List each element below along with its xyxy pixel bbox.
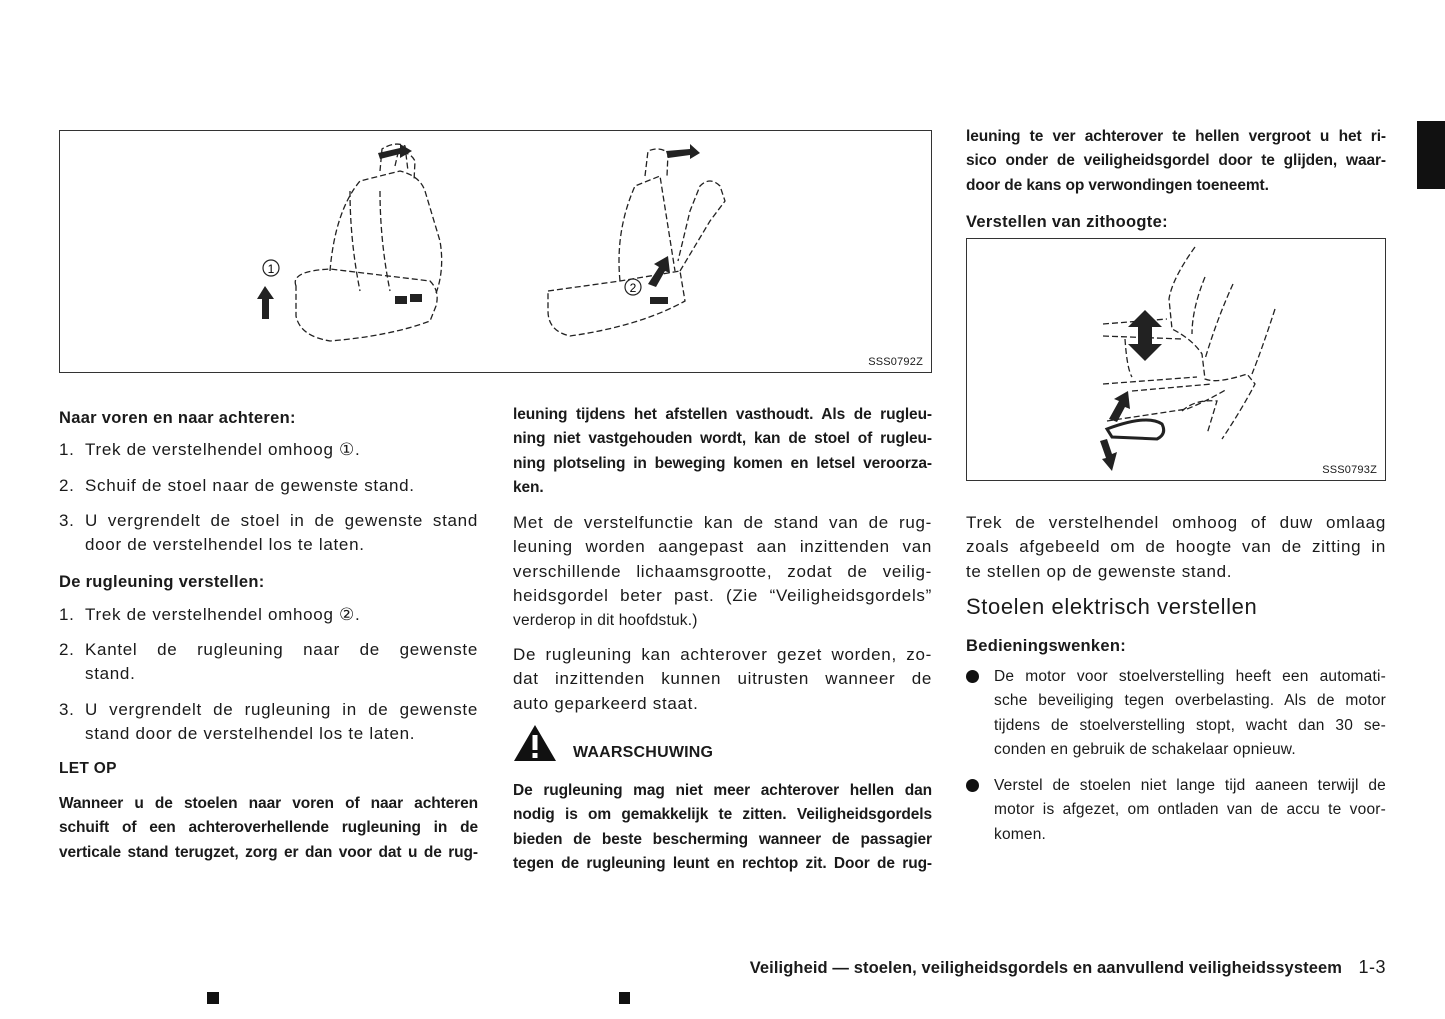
svg-text:1: 1: [267, 262, 275, 276]
text-line: leuning tijdens het afstellen vasthoudt. Als de rugleu-: [513, 406, 932, 423]
bullet-text: [994, 774, 1386, 847]
text-line: De motor voor stoelverstelling heeft een automati-: [994, 668, 1386, 685]
bullet-icon: [966, 779, 979, 792]
seat-height-paragraph: [966, 511, 1386, 584]
chapter-tab: [1417, 121, 1445, 189]
bullet-text: [994, 665, 1386, 763]
heading-seat-height: Verstellen van zithoogte:: [966, 213, 1168, 231]
crop-mark: [619, 992, 630, 1004]
text-line: stand.: [85, 664, 136, 684]
text-line: U vergrendelt de stoel in de gewenste stand: [85, 511, 478, 530]
text-line: motor is afgezet, om ontladen van de accu te voor-: [994, 801, 1386, 819]
text-line: Verstel de stoelen niet lange tijd aaneen terwijl de: [994, 777, 1386, 794]
text-line: heidsgordel beter past. (Zie “Veiligheidsgordels”: [513, 586, 932, 606]
text-line: Trek de verstelhendel omhoog ②.: [85, 605, 361, 624]
text-line: Schuif de stoel naar de gewenste stand.: [85, 476, 415, 495]
list-text: [85, 474, 478, 498]
text-line: Wanneer u de stoelen naar voren of naar achteren: [59, 795, 478, 812]
heading-forward-backward: Naar voren en naar achteren:: [59, 409, 296, 427]
text-line: Trek de verstelhendel omhoog of duw omlaag: [966, 513, 1386, 532]
section-title: Stoelen elektrisch verstellen: [966, 594, 1258, 619]
warning-header: [513, 724, 932, 764]
text-line: Kantel de rugleuning naar de gewenste: [85, 640, 478, 659]
list-text: [85, 603, 478, 627]
text-line: dat inzittenden kunnen uitrusten wanneer de: [513, 669, 932, 689]
text-line: nodig is om gemakkelijk te zitten. Veiligheidsgordels: [513, 806, 932, 824]
figure-code: SSS0793Z: [1322, 464, 1377, 476]
list-text: [85, 638, 478, 687]
footer: [600, 957, 1386, 978]
text-line: Trek de verstelhendel omhoog ①.: [85, 440, 361, 459]
text-line: ning plotseling in beweging komen en letsel veroorza-: [513, 454, 932, 472]
figure-seat-height: [966, 238, 1386, 481]
text-line: sche beveiliging tegen overbelasting. Als de motor: [994, 692, 1386, 710]
note-label: LET OP: [59, 760, 117, 777]
heading-operating-tips: Bedieningswenken:: [966, 637, 1127, 655]
text-line: U vergrendelt de rugleuning in de gewenste: [85, 700, 478, 719]
list-text: [85, 698, 478, 747]
text-line: stand door de verstelhendel los te laten.: [85, 724, 416, 744]
text-line: De rugleuning kan achterover gezet worden, zo-: [513, 645, 932, 664]
text-line: ning niet vastgehouden wordt, kan de stoel of rugleu-: [513, 430, 932, 448]
crop-mark: [207, 992, 219, 1004]
text-line: ken.: [513, 479, 544, 497]
text-line: zoals afgebeeld om de hoogte van de zitting in: [966, 537, 1386, 557]
text-line: Met de verstelfunctie kan de stand van de rug-: [513, 513, 932, 532]
text-line: door de kans op verwondingen toeneemt.: [966, 176, 1269, 194]
text-line: verderop in dit hoofdstuk.): [513, 611, 698, 629]
text-line: verticale stand terugzet, zorg er dan voor dat u de rug-: [59, 843, 478, 861]
footer-section-title: Veiligheid — stoelen, veiligheidsgordels en aanvullend veiligheidssysteem: [749, 959, 1343, 977]
svg-text:2: 2: [629, 281, 637, 295]
text-line: auto geparkeerd staat.: [513, 693, 699, 713]
text-line: tijdens de stoelverstelling stopt, wacht dan 30 se-: [994, 716, 1386, 734]
text-line: sico onder de veiligheidsgordel door te glijden, waar-: [966, 152, 1386, 170]
bullet-icon: [966, 670, 979, 683]
callout-2-icon: [625, 279, 641, 295]
text-line: tegen de rugleuning leunt en rechtop zit. Door de rug-: [513, 855, 932, 873]
text-line: bieden de beste bescherming wanneer de passagier: [513, 830, 932, 848]
warning-label: WAARSCHUWING: [573, 744, 714, 761]
note-paragraph-continued: [513, 403, 932, 501]
text-line: te stellen op de gewenste stand.: [966, 561, 1233, 581]
text-line: schuift of een achteroverhellende rugleuning in de: [59, 819, 478, 837]
callout-1-icon: [263, 260, 279, 276]
list-number: 3.: [59, 700, 75, 719]
list-number: 2.: [59, 476, 75, 495]
seat-illustration: [60, 131, 931, 372]
text-line: leuning worden aangepast aan inzittenden van: [513, 537, 932, 557]
heading-backrest: De rugleuning verstellen:: [59, 573, 265, 591]
text-line: De rugleuning mag niet meer achterover hellen dan: [513, 782, 932, 799]
text-line: conden en gebruik de schakelaar opnieuw.: [994, 741, 1296, 759]
list-text: [85, 509, 478, 558]
seat-height-illustration: [967, 239, 1385, 480]
figure-code: SSS0792Z: [868, 356, 923, 368]
note-paragraph: [59, 792, 478, 865]
warning-paragraph: [513, 779, 932, 877]
page-number: 1-3: [1358, 957, 1386, 977]
text-line: komen.: [994, 825, 1047, 843]
list-text: [85, 438, 478, 462]
list-number: 2.: [59, 640, 75, 659]
list-number: 3.: [59, 511, 75, 530]
text-line: verschillende lichaamsgrootte, zodat de veilig-: [513, 561, 932, 581]
list-number: 1.: [59, 605, 75, 624]
warning-triangle-icon: [513, 724, 557, 762]
warning-paragraph-continued: [966, 125, 1386, 198]
list-number: 1.: [59, 440, 75, 459]
text-line: door de verstelhendel los te laten.: [85, 535, 365, 555]
recline-paragraph: [513, 643, 932, 716]
text-line: leuning te ver achterover te hellen vergroot u het ri-: [966, 128, 1386, 145]
backrest-paragraph: [513, 511, 932, 633]
figure-seat-adjustment: [59, 130, 932, 373]
